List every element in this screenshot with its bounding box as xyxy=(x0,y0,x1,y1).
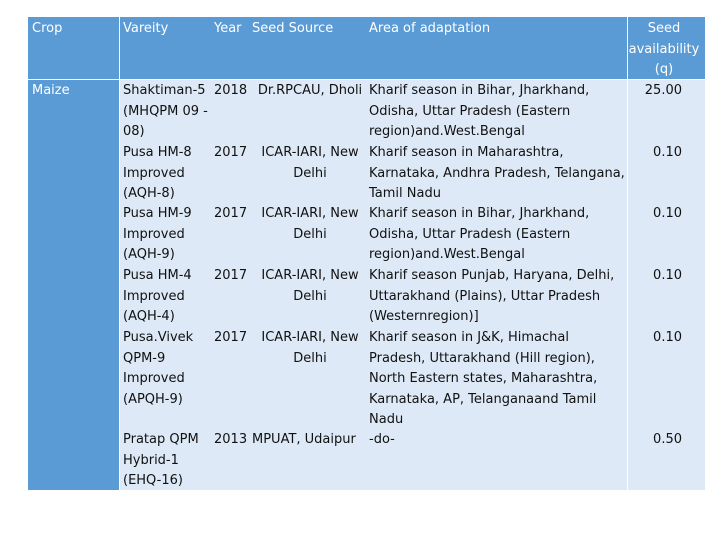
area-cell: Kharif season Punjab, Haryana, Delhi, Uttarakhand (Plains), Uttar Pradesh (Westernregion)] xyxy=(369,268,615,324)
variety-cell: Pusa.Vivek QPM-9 Improved (APQH-9) xyxy=(123,330,194,407)
year-cell: 2017 xyxy=(214,330,248,345)
header-divider xyxy=(28,79,705,80)
year-cell: 2013 xyxy=(214,432,248,447)
column-divider xyxy=(119,17,120,490)
source-cell: ICAR-IARI, New Delhi xyxy=(261,145,359,181)
qty-cell: 0.10 xyxy=(653,268,682,283)
header-variety: Vareity xyxy=(123,21,169,36)
seed-table xyxy=(28,17,705,490)
header-seed-source: Seed Source xyxy=(252,21,334,36)
source-cell: Dr.RPCAU, Dholi xyxy=(257,83,363,98)
year-cell: 2017 xyxy=(214,145,248,160)
qty-cell: 0.50 xyxy=(653,432,682,447)
header-year: Year xyxy=(214,21,242,36)
source-cell: ICAR-IARI, New Delhi xyxy=(261,330,359,366)
column-divider xyxy=(627,17,628,490)
variety-cell: Pratap QPM Hybrid-1 (EHQ-16) xyxy=(123,432,199,488)
qty-cell: 0.10 xyxy=(653,206,682,221)
year-cell: 2017 xyxy=(214,268,248,283)
qty-cell: 25.00 xyxy=(644,83,682,98)
variety-cell: Pusa HM-9 Improved (AQH-9) xyxy=(123,206,192,262)
header-crop: Crop xyxy=(32,21,63,36)
qty-cell: 0.10 xyxy=(653,145,682,160)
source-cell: MPUAT, Udaipur xyxy=(252,432,356,447)
year-cell: 2017 xyxy=(214,206,248,221)
table-header xyxy=(28,17,705,79)
area-cell: Kharif season in Bihar, Jharkhand, Odisha, Uttar Pradesh (Eastern region)and.West.Bengal xyxy=(369,83,590,139)
source-cell: ICAR-IARI, New Delhi xyxy=(261,206,359,242)
source-cell: ICAR-IARI, New Delhi xyxy=(261,268,359,304)
area-cell: Kharif season in Maharashtra, Karnataka, Andhra Pradesh, Telangana, Tamil Nadu xyxy=(369,145,625,201)
area-cell: Kharif season in Bihar, Jharkhand, Odisha, Uttar Pradesh (Eastern region)and.West.Bengal xyxy=(369,206,590,262)
qty-cell: 0.10 xyxy=(653,330,682,345)
variety-cell: Shaktiman-5 (MHQPM 09 - 08) xyxy=(123,83,208,139)
header-area: Area of adaptation xyxy=(369,21,491,36)
variety-cell: Pusa HM-4 Improved (AQH-4) xyxy=(123,268,192,324)
crop-maize: Maize xyxy=(32,83,70,98)
header-seed-availability: Seed availability (q) xyxy=(628,21,700,77)
variety-cell: Pusa HM-8 Improved (AQH-8) xyxy=(123,145,192,201)
area-cell: Kharif season in J&K, Himachal Pradesh, Uttarakhand (Hill region), North Eastern states, Maharashtra, Karnataka, AP, Telanganaand Tamil Nadu xyxy=(369,330,598,427)
year-cell: 2018 xyxy=(214,83,248,98)
crop-column xyxy=(28,79,120,490)
area-cell: -do- xyxy=(369,432,395,447)
